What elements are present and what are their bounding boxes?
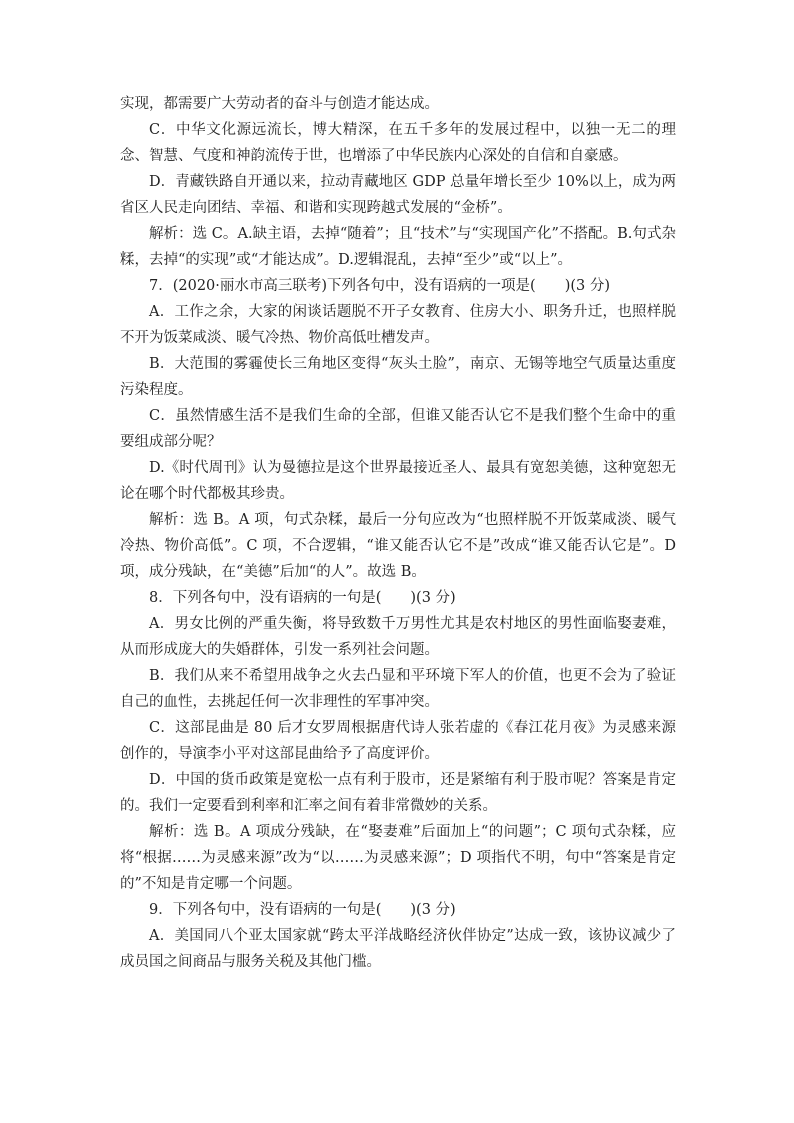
paragraph: D．中国的货币政策是宽松一点有利于股市，还是紧缩有利于股市呢？答案是肯定的。我们一定要看到利率和汇率之间有着非常微妙的关系。 <box>120 772 676 814</box>
paragraph: 解析：选 B。A 项成分残缺，在“娶妻难”后面加上“的问题”；C 项句式杂糅，应将“根据……为灵感来源”改为“以……为灵感来源”；D 项指代不明，句中“答案是肯定的”不知是肯定哪一个问题。 <box>120 824 676 892</box>
paragraph: 解析：选 C。A.缺主语，去掉“随着”；且“技术”与“实现国产化”不搭配。B.句式杂糅，去掉“的实现”或“才能达成”。D.逻辑混乱，去掉“至少”或“以上”。 <box>120 226 676 268</box>
paragraph: 解析：选 B。A 项，句式杂糅，最后一分句应改为“也照样脱不开饭菜咸淡、暖气冷热、物价高低”。C 项，不合逻辑，“谁又能否认它不是”改成“谁又能否认它是”。D 项，成分残缺，在“美德”后加“的人”。故选 B。 <box>120 512 676 580</box>
paragraph: C．中华文化源远流长，博大精深，在五千多年的发展过程中，以独一无二的理念、智慧、气度和神韵流传于世，也增添了中华民族内心深处的自信和自豪感。 <box>120 122 676 164</box>
paragraph: B．我们从来不希望用战争之火去凸显和平环境下军人的价值，也更不会为了验证自己的血性，去挑起任何一次非理性的军事冲突。 <box>120 668 676 710</box>
paragraph: 8．下列各句中，没有语病的一句是( )(3 分) <box>149 590 456 606</box>
paragraph: A．男女比例的严重失衡，将导致数千万男性尤其是农村地区的男性面临娶妻难，从而形成庞大的失婚群体，引发一系列社会问题。 <box>120 616 676 658</box>
paragraph: A．工作之余，大家的闲谈话题脱不开子女教育、住房大小、职务升迁，也照样脱不开为饭菜咸淡、暖气冷热、物价高低吐槽发声。 <box>120 304 676 346</box>
paragraph: 实现，都需要广大劳动者的奋斗与创造才能达成。 <box>120 96 439 112</box>
document-page <box>120 91 676 975</box>
paragraph: 7．(2020·丽水市高三联考)下列各句中，没有语病的一项是( )(3 分) <box>149 278 611 294</box>
paragraph: 9．下列各句中，没有语病的一句是( )(3 分) <box>149 902 456 918</box>
paragraph: C．虽然情感生活不是我们生命的全部，但谁又能否认它不是我们整个生命中的重要组成部分呢？ <box>120 408 676 450</box>
paragraph: B．大范围的雾霾使长三角地区变得“灰头土脸”，南京、无锡等地空气质量达重度污染程度。 <box>120 356 676 398</box>
paragraph: D．青藏铁路自开通以来，拉动青藏地区 GDP 总量年增长至少 10%以上，成为两省区人民走向团结、幸福、和谐和实现跨越式发展的“金桥”。 <box>120 174 676 216</box>
paragraph: C．这部昆曲是 80 后才女罗周根据唐代诗人张若虚的《春江花月夜》为灵感来源创作的，导演李小平对这部昆曲给予了高度评价。 <box>120 720 676 762</box>
paragraph: A．美国同八个亚太国家就“跨太平洋战略经济伙伴协定”达成一致，该协议减少了成员国之间商品与服务关税及其他门槛。 <box>120 928 676 970</box>
paragraph: D.《时代周刊》认为曼德拉是这个世界最接近圣人、最具有宽恕美德，这种宽恕无论在哪个时代都极其珍贵。 <box>120 460 676 502</box>
